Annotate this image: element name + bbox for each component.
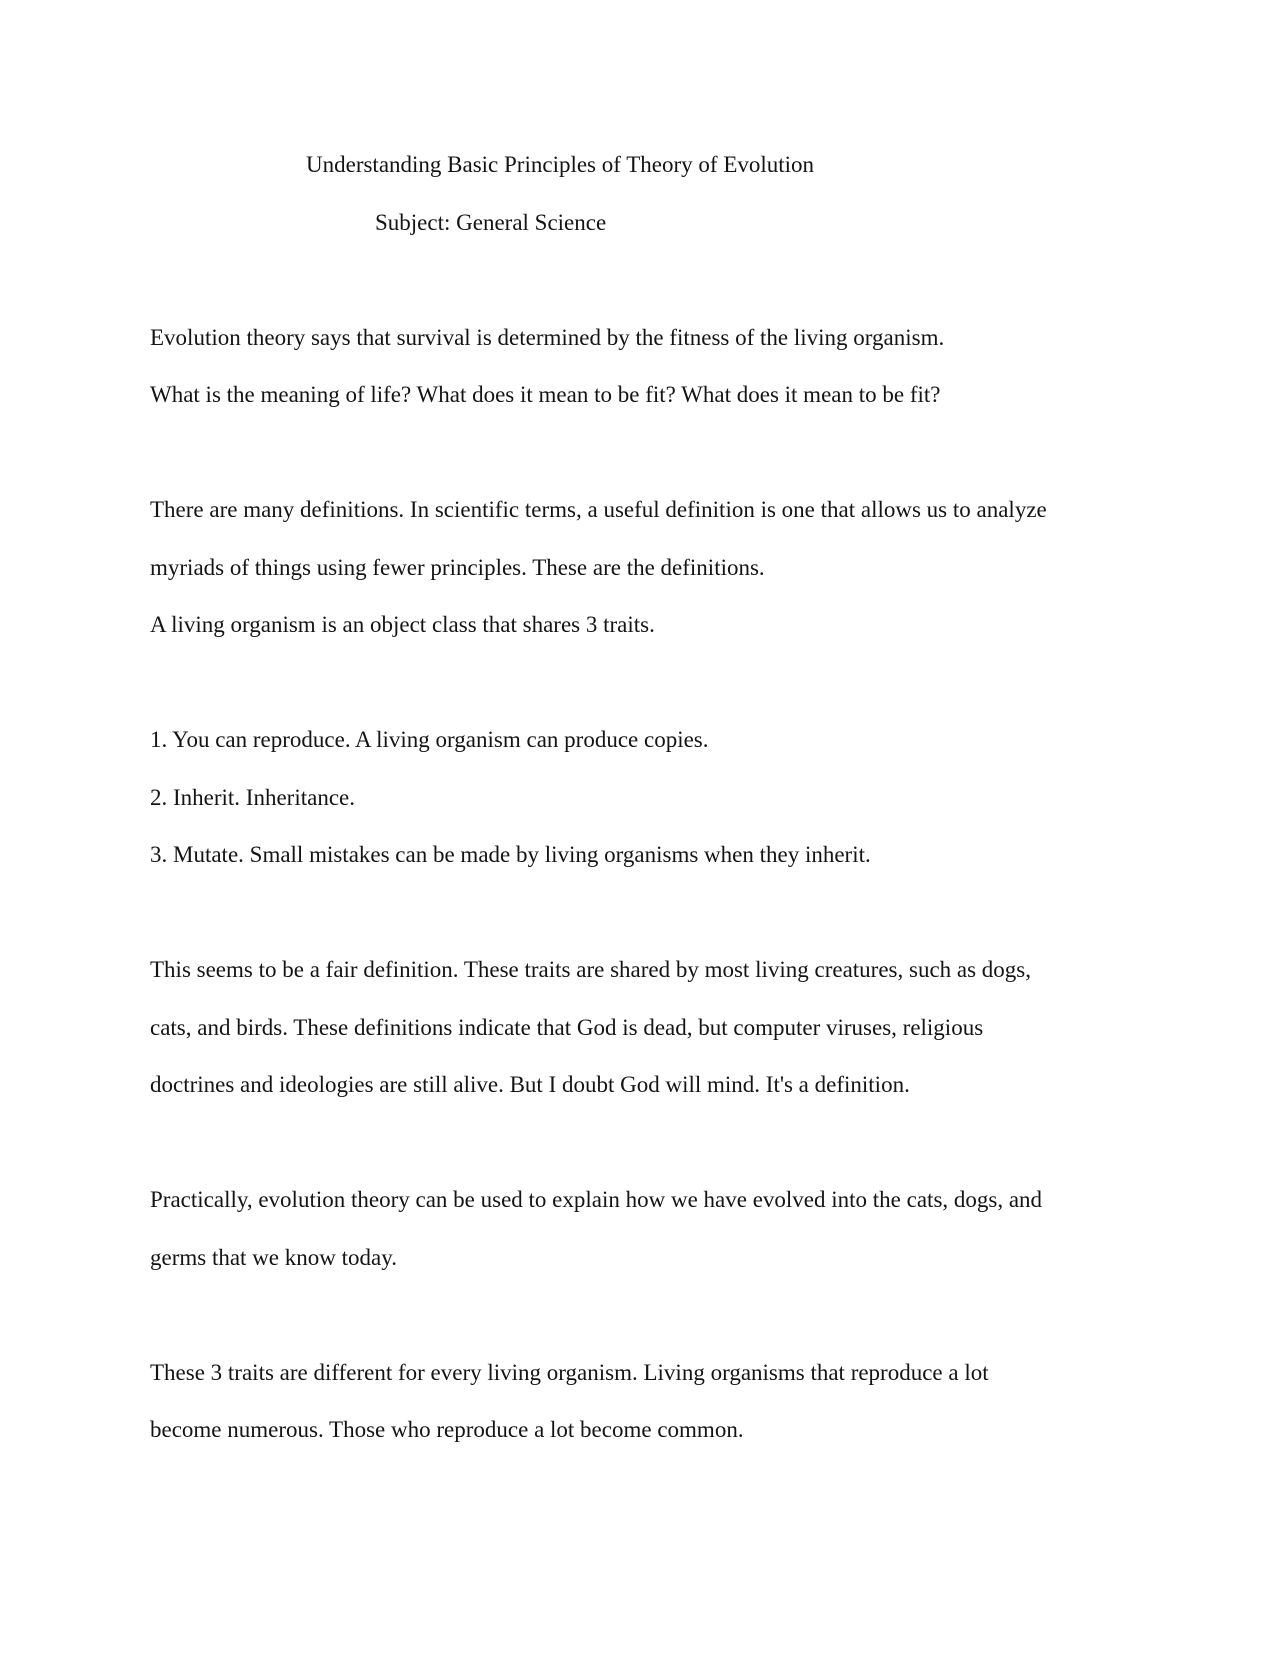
paragraph-line: There are many definitions. In scientific terms, a useful definition is one that allows us to analyze — [150, 497, 1047, 522]
list-item: 2. Inherit. Inheritance. — [150, 785, 355, 810]
paragraph-line: A living organism is an object class that shares 3 traits. — [150, 612, 655, 637]
paragraph-line: Practically, evolution theory can be used to explain how we have evolved into the cats, dogs, and — [150, 1187, 1043, 1212]
paragraph-line: These 3 traits are different for every living organism. Living organisms that reproduce a lot — [150, 1360, 989, 1385]
list-item: 3. Mutate. Small mistakes can be made by living organisms when they inherit. — [150, 842, 871, 867]
paragraph-line: become numerous. Those who reproduce a lot become common. — [150, 1417, 744, 1442]
paragraph-line: doctrines and ideologies are still alive. But I doubt God will mind. It's a definition. — [150, 1072, 910, 1097]
paragraph-line: Evolution theory says that survival is determined by the fitness of the living organism. — [150, 325, 945, 350]
paragraph-line: This seems to be a fair definition. These traits are shared by most living creatures, such as dogs, — [150, 957, 1032, 982]
document-title: Understanding Basic Principles of Theory of Evolution — [306, 152, 815, 177]
paragraph-line: germs that we know today. — [150, 1245, 397, 1270]
document-subject: Subject: General Science — [375, 210, 607, 235]
list-item: 1. You can reproduce. A living organism can produce copies. — [150, 727, 709, 752]
paragraph-line: What is the meaning of life? What does it mean to be fit? What does it mean to be fit? — [150, 382, 941, 407]
paragraph-line: myriads of things using fewer principles. These are the definitions. — [150, 555, 765, 580]
paragraph-line: cats, and birds. These definitions indicate that God is dead, but computer viruses, religious — [150, 1015, 984, 1040]
